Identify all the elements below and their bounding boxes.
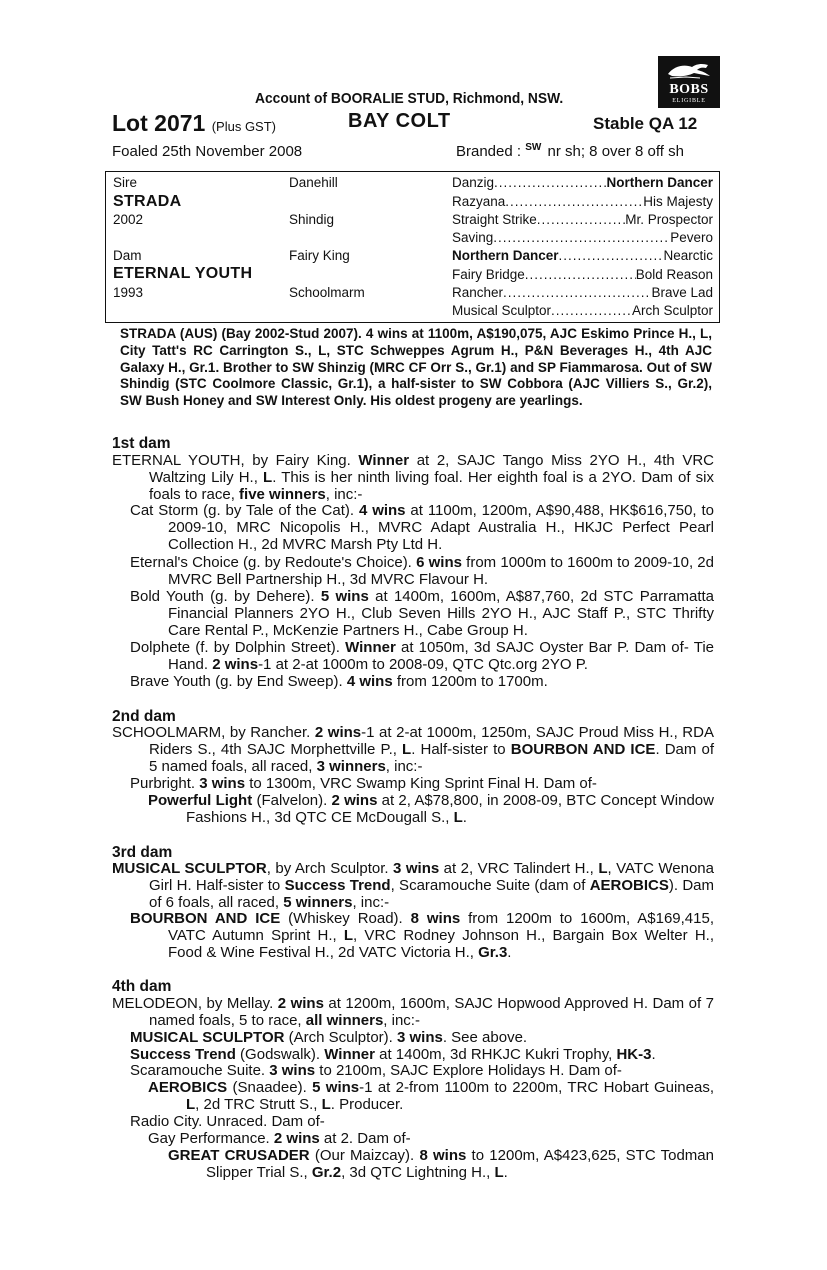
stable-number: Stable QA 12 bbox=[593, 114, 698, 133]
progeny-entry: Powerful Light (Falvelon). 2 wins at 2, A$78,800, in 2008-09, BTC Concept Window Fashions H., 3d QTC CE McDougall S., L. bbox=[148, 792, 714, 826]
progeny-entry: Radio City. Unraced. Dam of- bbox=[130, 1113, 325, 1130]
progeny-entry: BOURBON AND ICE (Whiskey Road). 8 wins from 1200m to 1600m, A$169,415, VATC Autumn Sprint H., L, VRC Rodney Johnson H., Bargain Box Welter H., Food & Wine Festival H., 2d VATC Victoria H., Gr.3. bbox=[130, 910, 714, 961]
heading-1st-dam: 1st dam bbox=[112, 435, 171, 452]
ancestor-row: Straight Strike ..... Mr. Prospector bbox=[452, 212, 713, 227]
progeny-entry: Scaramouche Suite. 3 wins to 2100m, SAJC Explore Holidays H. Dam of- bbox=[130, 1062, 622, 1079]
horse-icon bbox=[666, 62, 712, 80]
sire-label: Sire bbox=[113, 175, 138, 190]
progeny-entry: MUSICAL SCULPTOR (Arch Sculptor). 3 wins. See above. bbox=[130, 1029, 528, 1046]
bobs-eligible-logo bbox=[658, 56, 720, 108]
progeny-entry: Dolphete (f. by Dolphin Street). Winner at 1050m, 3d SAJC Oyster Bar P. Dam of- Tie Hand. 2 wins-1 at 2-at 1000m to 2008-09, QTC Qtc.org 2YO P. bbox=[130, 639, 714, 673]
ancestor-row: Musical Sculptor ..... Arch Sculptor bbox=[452, 303, 713, 318]
progeny-entry: AEROBICS (Snaadee). 5 wins-1 at 2-from 1100m to 2200m, TRC Hobart Guineas, L, 2d TRC Strutt S., L. Producer. bbox=[148, 1079, 714, 1113]
sire-dam: Shindig bbox=[289, 212, 335, 227]
lot-title: BAY COLT bbox=[348, 110, 451, 132]
heading-3rd-dam: 3rd dam bbox=[112, 844, 173, 861]
vendor-account: Account of BOORALIE STUD, Richmond, NSW. bbox=[255, 90, 564, 107]
sire-year: 2002 bbox=[113, 212, 144, 227]
foaled-date: Foaled 25th November 2008 bbox=[112, 143, 303, 160]
progeny-entry: Purbright. 3 wins to 1300m, VRC Swamp King Sprint Final H. Dam of- bbox=[130, 775, 597, 792]
ancestor-row: Rancher ..... Brave Lad bbox=[452, 285, 713, 300]
heading-4th-dam: 4th dam bbox=[112, 978, 172, 995]
progeny-entry: GREAT CRUSADER (Our Maizcay). 8 wins to 1200m, A$423,625, STC Todman Slipper Trial S., Gr.2, 3d QTC Lightning H., L. bbox=[168, 1147, 714, 1181]
progeny-entry: Cat Storm (g. by Tale of the Cat). 4 wins at 1100m, 1200m, A$90,488, HK$616,750, to 2009-10, MRC Nicopolis H., MVRC Adapt Australia H., HKJC Perfect Pearl Collection H., 2d MVRC Marsh Pty Ltd H. bbox=[130, 502, 714, 553]
dam-dam: Schoolmarm bbox=[289, 285, 365, 300]
progeny-entry: Eternal's Choice (g. by Redoute's Choice). 6 wins from 1000m to 1600m to 2009-10, 2d MVRC Bell Partnership H., 3d MVRC Flavour H. bbox=[130, 554, 714, 588]
logo-brand: BOBS bbox=[669, 82, 709, 97]
logo-sub: ELIGIBLE bbox=[672, 98, 706, 104]
dam-entry: SCHOOLMARM, by Rancher. 2 wins-1 at 2-at 1000m, 1250m, SAJC Proud Miss H., RDA Riders S., 4th SAJC Morphettville P., L. Half-sister to BOURBON AND ICE. Dam of 5 named foals, all raced, 3 winners, inc:- bbox=[112, 724, 715, 775]
lot-note: (Plus GST) bbox=[211, 119, 277, 134]
dam-year: 1993 bbox=[113, 285, 144, 300]
dam-label: Dam bbox=[113, 248, 142, 263]
ancestor-row: Razyana ..... His Majesty bbox=[452, 194, 713, 209]
progeny-entry: Success Trend (Godswalk). Winner at 1400m, 3d RHKJC Kukri Trophy, HK-3. bbox=[130, 1046, 656, 1063]
dam-sire: Fairy King bbox=[289, 248, 350, 263]
ancestor-row: Northern Dancer ..... Nearctic bbox=[452, 248, 713, 263]
sire-sire: Danehill bbox=[289, 175, 338, 190]
lot-number: Lot 2071 (Plus GST) bbox=[112, 110, 277, 136]
progeny-entry: Bold Youth (g. by Dehere). 5 wins at 1400m, 1600m, A$87,760, 2d STC Parramatta Financial Planners 2YO H., Club Seven Hills 2YO H., AJC Staff P., STC Thrifty Care Rental P., McKenzie Partners H., Cabe Group H. bbox=[130, 588, 714, 639]
progeny-entry: Gay Performance. 2 wins at 2. Dam of- bbox=[148, 1130, 411, 1147]
heading-2nd-dam: 2nd dam bbox=[112, 708, 176, 725]
pedigree-table bbox=[105, 171, 720, 323]
dam-entry: MUSICAL SCULPTOR, by Arch Sculptor. 3 wins at 2, VRC Talindert H., L, VATC Wenona Girl H. Half-sister to Success Trend, Scaramouche Suite (dam of AEROBICS). Dam of 6 foals, all raced, 5 winners, inc:- bbox=[112, 860, 715, 911]
ancestor-row: Fairy Bridge ..... Bold Reason bbox=[452, 267, 713, 282]
dam-entry: ETERNAL YOUTH, by Fairy King. Winner at 2, SAJC Tango Miss 2YO H., 4th VRC Waltzing Lily H., L. This is her ninth living foal. Her eighth foal is a 2YO. Dam of six foals to race, five winners, inc:- bbox=[112, 452, 715, 503]
branded-info: Branded : SW nr sh; 8 over 8 off sh bbox=[456, 142, 684, 160]
sire-name: STRADA bbox=[113, 193, 182, 210]
ancestor-row: Danzig ..... Northern Dancer bbox=[452, 175, 713, 190]
brand-mark: SW bbox=[525, 142, 542, 153]
ancestor-row: Saving ..... Pevero bbox=[452, 230, 713, 245]
dam-entry: MELODEON, by Mellay. 2 wins at 1200m, 1600m, SAJC Hopwood Approved H. Dam of 7 named foals, 5 to race, all winners, inc:- bbox=[112, 995, 714, 1029]
dam-name: ETERNAL YOUTH bbox=[113, 265, 253, 282]
sire-summary: STRADA (AUS) (Bay 2002-Stud 2007). 4 wins at 1100m, A$190,075, AJC Eskimo Prince H., L, City Tatt's RC Carrington S., L, STC Schweppes Agrum H., P&N Beverages H., 4th AJC Galaxy H., Gr.1. Brother to SW Shinzig (MRC CF Orr S., Gr.1) and SP Fiammarosa. Out of SW Shindig (STC Coolmore Classic, Gr.1), a half-sister to SW Cobbora (AJC Villiers S., Gr.2), SW Bush Honey and SW Interest Only. His oldest progeny are yearlings. bbox=[120, 326, 712, 409]
progeny-entry: Brave Youth (g. by End Sweep). 4 wins from 1200m to 1700m. bbox=[130, 673, 548, 690]
